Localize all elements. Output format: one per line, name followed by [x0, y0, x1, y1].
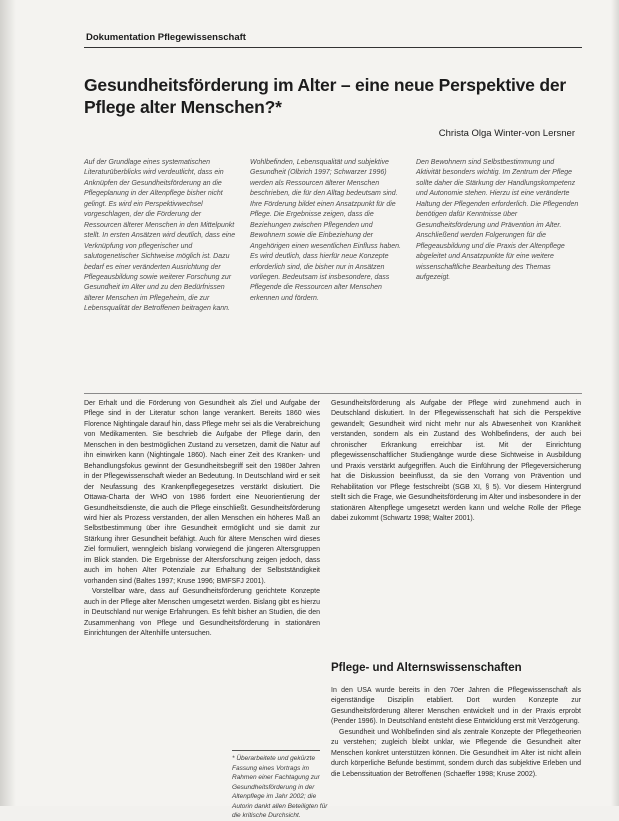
abstract-paragraph: Den Bewohnern sind Selbstbestimmung und Aktivität besonders wichtig. Im Zentrum der Pflege sollte daher die Stärkung der Handlungskompetenz und Autonomie stehen. Hierzu ist eine veränderte Haltung der Pflegenden erforderlich. Die Pflegenden benötigen dafür Kenntnisse über Gesundheitsförderung und Prävention im Alter. Anschließend werden Folgerungen für die Pflegeausbildung und die Praxis der Altenpflege abgeleitet und Ansatzpunkte für eine weitere wissenschaftliche Bearbeitung des Themas aufgezeigt. — [416, 159, 579, 281]
body-column-left — [84, 399, 320, 639]
body-paragraph: Gesundheitsförderung als Aufgabe der Pflege wird zunehmend auch in Deutschland diskutiert. In der Pflegewissenschaft hat sich die Perspektive gewandelt; Gesundheit wird nicht mehr nur als Abwesenheit von Krankheit verstanden, sondern als ein Zustand des Wohlbefindens, der auch bei chronischer Erkrankung erreichbar ist. Mit der Einrichtung pflegewissenschaftlicher Studiengänge wurde diese Sichtweise in Ausbildung und Praxis verstärkt aufgegriffen. Auch die Einführung der Pflegeversicherung hat die Diskussion beeinflusst, da sie den Vorrang von Prävention und Rehabilitation vor Pflege festschreibt (SGB XI, § 5). Vor diesem Hintergrund stellt sich die Frage, wie Gesundheitsförderung im Alter und insbesondere in der stationären Altenpflege umgesetzt werden kann und welche Rolle der Pflege dabei zukommt (Schwartz 1998; Walter 2001). — [331, 400, 581, 522]
abstract-paragraph: Auf der Grundlage eines systematischen Literaturüberblicks wird verdeutlicht, dass ein Anknüpfen der Gesundheitsförderung an die Pflegeplanung in der Altenpflege bisher nicht gelingt. Es wird ein Perspektivwechsel vorgeschlagen, der die Förderung der Ressourcen älterer Menschen in den Mittelpunkt stellt. In ersten Ansätzen wird deutlich, dass eine Verknüpfung von pflegerischer und salutogenetischer Sichtweise möglich ist. Dazu bedarf es einer veränderten Ausrichtung der Pflegeausbildung sowie weiterer Forschung zur Gesundheit im Alter und zu den Bedürfnissen älterer Menschen im Pflegeheim, die zur Lebensqualität der Betroffenen beitragen kann. — [84, 159, 236, 313]
header-rule — [84, 47, 582, 48]
body-paragraph: In den USA wurde bereits in den 70er Jahren die Pflegewissenschaft als eigenständige Disziplin etabliert. Dort wurden Konzepte zur Gesundheitsförderung älterer Menschen entwickelt und in der Praxis erprobt (Pender 1996). In Deutschland entsteht diese Entwicklung erst mit Verzögerung. — [331, 687, 581, 726]
footnote-text: * Überarbeitete und gekürzte Fassung eines Vortrags im Rahmen einer Fachtagung zur Gesundheitsförderung in der Altenpflege im Jahr 2002; die Autorin dankt allen Beteiligten für die kritische Durchsicht. — [232, 755, 328, 819]
body-column-right-top — [331, 399, 581, 524]
abstract-column-3 — [416, 158, 580, 283]
footnote — [232, 754, 332, 821]
article-title: Gesundheitsförderung im Alter – eine neue Perspektive der Pflege alter Menschen?* — [84, 75, 566, 117]
section-separator — [84, 393, 582, 394]
body-paragraph: Der Erhalt und die Förderung von Gesundheit als Ziel und Aufgabe der Pflege sind in der Literatur schon lange verankert. Bereits 1860 wies Florence Nightingale darauf hin, dass Pflege mehr sei als die Verabreichung von Medikamenten. Sie beschrieb die Aufgabe der Pflege darin, den Menschen in den bestmöglichen Zustand zu versetzen, damit die Natur auf ihn einwirken kann (Nightingale 1860). Nach einer Zeit des Kranken- und Behandlungsfokus gewinnt der Gesundheitsbegriff seit den 1980er Jahren in der Pflegewissenschaft wieder an Bedeutung. In Deutschland wird er seit der Neufassung des Krankenpflegegesetzes verstärkt diskutiert. Die Ottawa-Charta der WHO von 1986 fordert eine Neuorientierung der Gesundheitsdienste, die auch die Pflege einschließt. Gesundheitsförderung wird hier als Prozess verstanden, der allen Menschen ein höheres Maß an Selbstbestimmung über ihre Gesundheit ermöglicht und sie damit zur Stärkung ihrer Gesundheit befähigt. Auch für ältere Menschen wird dieses Ziel formuliert, wenngleich bislang vorwiegend die jüngeren Altersgruppen im Blick standen. Die Ergebnisse der Altersforschung zeigen jedoch, dass auch im hohen Alter Potenziale zur Erhaltung der Selbstständigkeit vorhanden sind (Baltes 1997; Kruse 1996; BMFSFJ 2001). — [84, 400, 320, 585]
body-paragraph: Vorstellbar wäre, dass auf Gesundheitsförderung gerichtete Konzepte auch in der Pflege alter Menschen umgesetzt werden. Bislang gibt es hierzu in Deutschland nur wenige Erfahrungen. Es fehlt bisher an Studien, die den Zusammenhang von Pflege und Gesundheitsförderung in stationären Einrichtungen der Altenhilfe untersuchen. — [84, 588, 320, 637]
section-heading: Pflege- und Alternswissenschaften — [331, 662, 522, 674]
author-name: Christa Olga Winter-von Lersner — [438, 128, 575, 139]
abstract-column-1 — [84, 158, 238, 315]
abstract-column-2 — [250, 158, 404, 304]
abstract-paragraph: Wohlbefinden, Lebensqualität und subjektive Gesundheit (Olbrich 1997; Schwarzer 1996) werden als Ressourcen älterer Menschen beschrieben, die für den Alltag bedeutsam sind. Ihre Förderung bildet einen Ansatzpunkt für die Pflege. Die Ergebnisse zeigen, dass die Beziehungen zwischen Pflegenden und Bewohnern sowie die Einbeziehung der Angehörigen einen wesentlichen Einfluss haben. Es wird deutlich, dass hierfür neue Konzepte erforderlich sind, die bisher nur in Ansätzen vorliegen. Bedeutsam ist insbesondere, dass Pflegende die Ressourcen alter Menschen erkennen und fördern. — [250, 159, 401, 302]
running-header: Dokumentation Pflegewissenschaft — [86, 32, 246, 43]
binding-shadow — [0, 0, 16, 806]
body-column-right-bottom — [331, 686, 581, 780]
edge-shadow — [611, 0, 619, 806]
body-paragraph: Gesundheit und Wohlbefinden sind als zentrale Konzepte der Pflegetheorien zu verstehen; zugleich bleibt unklar, wie Pflegende die Gesundheit alter Menschen konkret unterstützen können. Die Gesundheit im Alter ist nicht allein durch körperliche Befunde bestimmt, sondern durch das subjektive Erleben und die Lebenssituation der Betroffenen (Schaeffer 1998; Kruse 2002). — [331, 728, 581, 778]
footnote-rule — [232, 750, 320, 751]
